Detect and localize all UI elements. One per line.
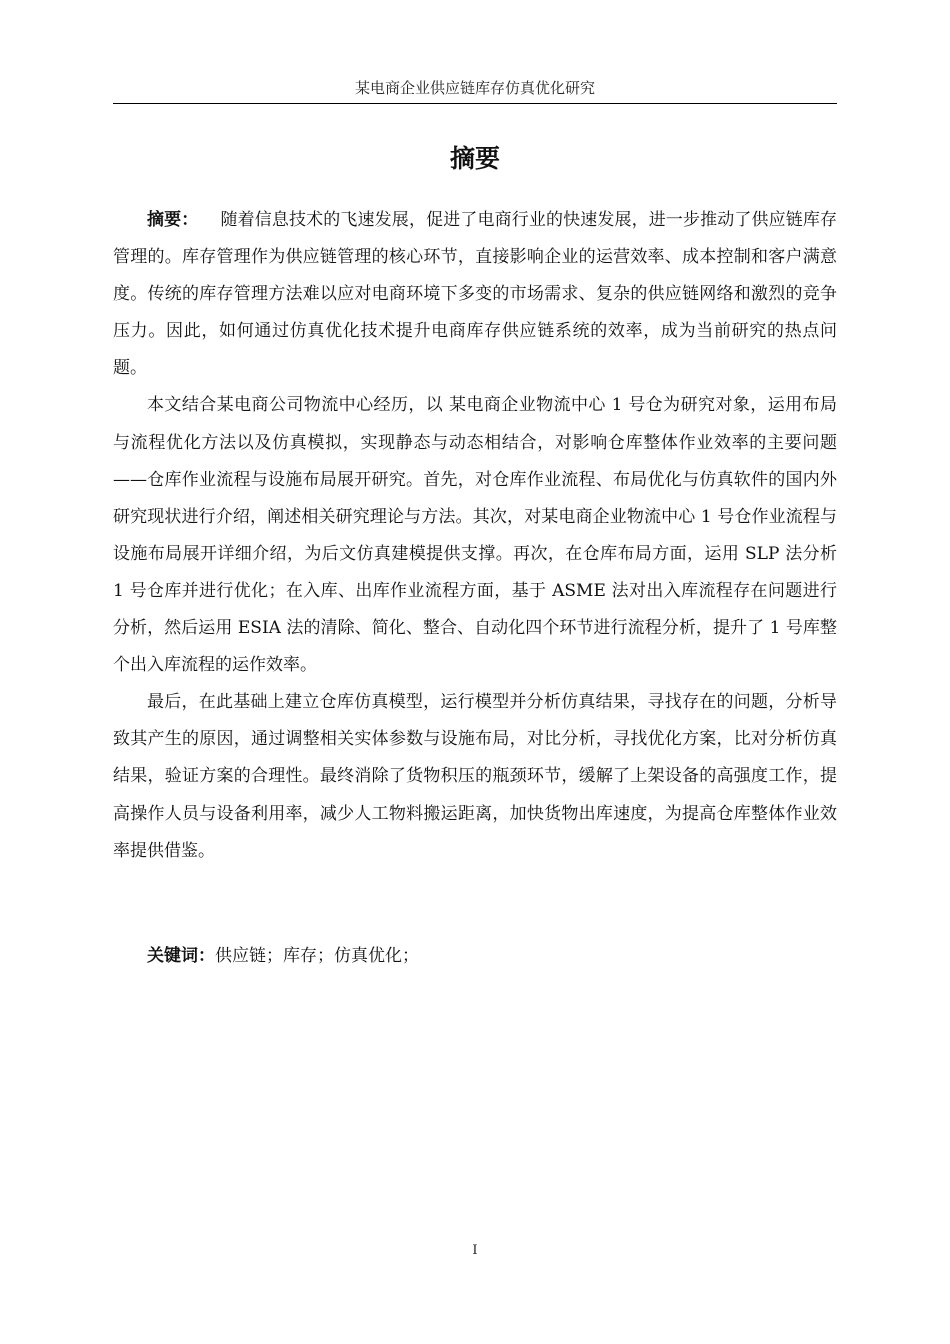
- header-divider: [113, 103, 837, 104]
- keywords-line: [113, 938, 837, 975]
- keywords-text: 供应链；库存；仿真优化；: [215, 946, 419, 966]
- keywords-label: 关键词：: [147, 946, 215, 966]
- page-number: I: [472, 1243, 478, 1258]
- abstract-paragraph-1-text: 随着信息技术的飞速发展，促进了电商行业的快速发展，进一步推动了供应链库存管理的。库存管理作为供应链管理的核心环节，直接影响企业的运营效率、成本控制和客户满意度。传统的库存管理方法难以应对电商环境下多变的市场需求、复杂的供应链网络和激烈的竞争压力。因此，如何通过仿真优化技术提升电商库存供应链系统的效率，成为当前研究的热点问题。: [113, 210, 838, 379]
- page-title: 摘要: [449, 144, 500, 173]
- running-header: 某电商企业供应链库存仿真优化研究: [354, 79, 595, 97]
- abstract-paragraph-1: [113, 202, 837, 387]
- abstract-label: 摘要：: [147, 210, 199, 230]
- abstract-paragraph-2: 本文结合某电商公司物流中心经历，以 某电商企业物流中心 1 号仓为研究对象，运用布局与流程优化方法以及仿真模拟，实现静态与动态相结合，对影响仓库整体作业效率的主要问题——仓库作业流程与设施布局展开研究。首先，对仓库作业流程、布局优化与仿真软件的国内外研究现状进行介绍，阐述相关研究理论与方法。其次，对某电商企业物流中心 1 号仓作业流程与设施布局展开详细介绍，为后文仿真建模提供支撑。再次，在仓库布局方面，运用 SLP 法分析 1 号仓库并进行优化；在入库、出库作业流程方面，基于 ASME 法对出入库流程存在问题进行分析，然后运用 ESIA 法的清除、简化、整合、自动化四个环节进行流程分析，提升了 1 号库整个出入库流程的运作效率。: [113, 395, 837, 676]
- abstract-body: [113, 202, 837, 870]
- abstract-paragraph-3: 最后，在此基础上建立仓库仿真模型，运行模型并分析仿真结果，寻找存在的问题，分析导致其产生的原因，通过调整相关实体参数与设施布局，对比分析，寻找优化方案，比对分析仿真结果，验证方案的合理性。最终消除了货物积压的瓶颈环节，缓解了上架设备的高强度工作，提高操作人员与设备利用率，减少人工物料搬运距离，加快货物出库速度，为提高仓库整体作业效率提供借鉴。: [113, 692, 837, 861]
